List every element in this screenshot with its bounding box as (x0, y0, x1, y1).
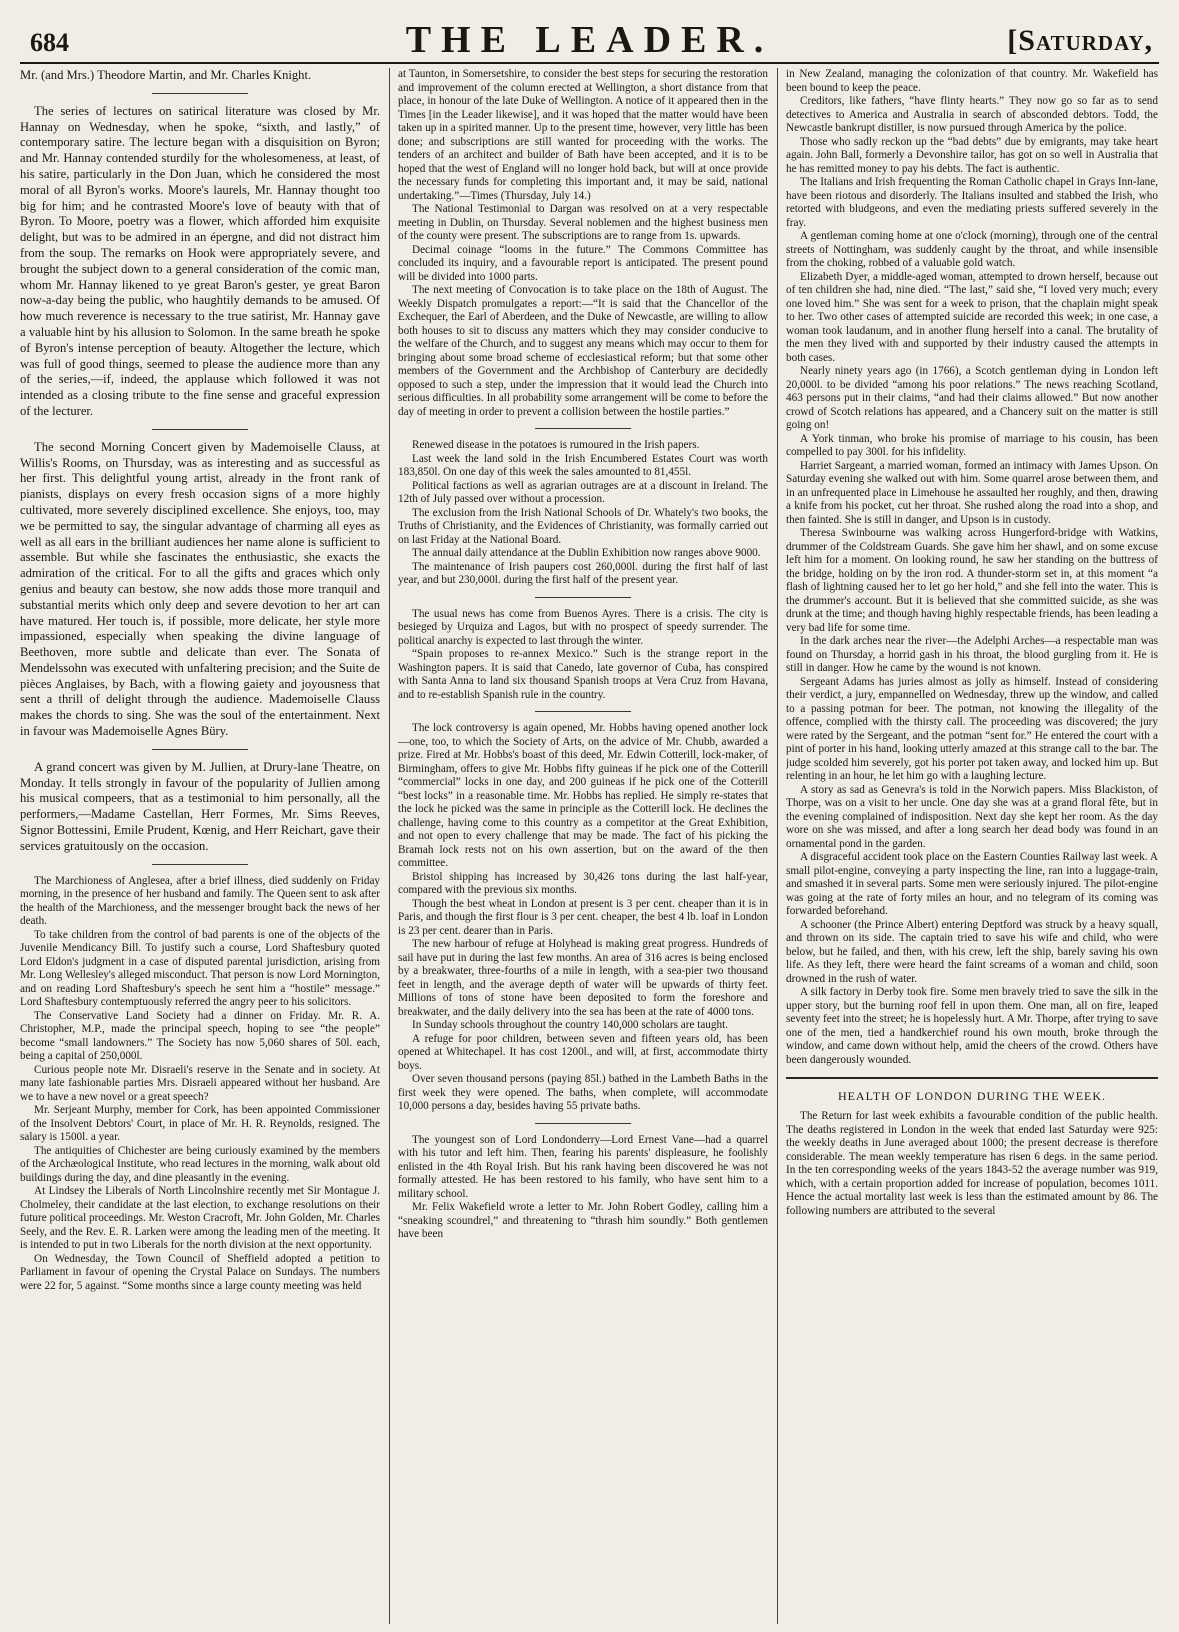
paragraph: The new harbour of refuge at Holyhead is making great progress. Hundreds of sail have put in during the last few months. An area of 316 acres is being enclosed by a breakwater, three-fourths of a mile in length, with a sea-pier two thousand feet in length, and the average depth of water will be upwards of thirty feet. Millions of tons of stone have been deposited to form the foreshore and breakwater, and the daily delivery into the sea has been at the rate of 4000 tons. (398, 938, 768, 1018)
paragraph: Though the best wheat in London at present is 3 per cent. cheaper than it is in Paris, and though the first flour is 3 per cent. cheaper, the best 4 lb. loaf in London is 23 per cent. dearer than in Paris. (398, 897, 768, 937)
column-2 (398, 68, 768, 1624)
paragraph: Elizabeth Dyer, a middle-aged woman, attempted to drown herself, because out of ten children she had, nine died. “The last,” said she, “I loved very much; every one loved him.” She was sent for a week to prison, that the chaplain might speak to her. Two other cases of attempted suicide are recorded this week; in one case, a woman took laudanum, and in another flung herself into a canal. The brutality of the men they lived with and supported by their industry caused the attempts in both cases. (786, 270, 1158, 364)
paragraph: Mr. Serjeant Murphy, member for Cork, has been appointed Commissioner of the Insolvent Debtors' Court, in place of Mr. H. R. Reynolds, resigned. The salary is 1500l. a year. (20, 1104, 380, 1144)
paragraph: in New Zealand, managing the colonization of that country. Mr. Wakefield has been bound to keep the peace. (786, 68, 1158, 94)
issue-day: [Saturday, (1007, 24, 1153, 57)
paragraph: Mr. Felix Wakefield wrote a letter to Mr. John Robert Godley, calling him a “sneaking scoundrel,” and threatening to “thrash him soundly.” Both gentlemen have been (398, 1201, 768, 1240)
paragraph: Those who sadly reckon up the “bad debts” due by emigrants, may take heart again. John Ball, formerly a Devonshire tailor, has got on so well in Australia that he has remitted money to pay his debts. The fact is authentic. (786, 135, 1158, 175)
paragraph: A gentleman coming home at one o'clock (morning), through one of the central streets of Nottingham, was suddenly caught by the throat, and while insensible from the choking, robbed of a valuable gold watch. (786, 230, 1158, 269)
column-3 (786, 68, 1158, 1624)
paragraph: Curious people note Mr. Disraeli's reserve in the Senate and in society. At many late fashionable parties Mrs. Disraeli appeared without her husband. Are we to have a new novel or a great speech? (20, 1063, 380, 1103)
paragraph: The series of lectures on satirical literature was closed by Mr. Hannay on Wednesday, when he spoke, “sixth, and lastly,” of contemporary satire. The lecture began with a disquisition on Byron; and Mr. Hannay contended sturdily for the wholesomeness, at least, of his satire, particularly in the Don Juan, which he considered the most moral of all Byron's works. Moore's laurels, Mr. Hannay thought too big for him; and he contrasted Moore's love of beauty with that of Byron. To Moore, poetry was a flower, which afforded him exquisite delight, but was to be admired in an épergne, and did not distract him from the soup. The remarks on Hook were appropriately severe, and brought the subject down to a general consideration of the comic man, whom Mr. Hannay likened to ye great Baron's gester, ye great Baron now-a-day being the public, who haughtily demands to be amused. Of how much reverence is necessary to the true satirist, Mr. Hannay gave a valuable hint by his allusion to Solomon. In the same breath he spoke of Byron's intense perception of beauty. Altogether the lecture, which was full of good things, seemed to please the audience more than any of the series,—if, indeed, the applause which followed it was not intended as a closing tribute to the fine sense and graceful expression of the lecturer. (20, 103, 380, 418)
separator-rule (535, 711, 631, 712)
section-rule (786, 1077, 1158, 1079)
paragraph: The Conservative Land Society had a dinner on Friday. Mr. R. A. Christopher, M.P., made the principal speech, hoping to see “the people” become “small landowners.” The Society has now 5,060 shares of 50l. each, being a capital of 250,000l. (20, 1009, 380, 1063)
paragraph: Decimal coinage “looms in the future.” The Commons Committee has concluded its inquiry, and a favourable report is anticipated. The present pound will be divided into 1000 parts. (398, 243, 768, 283)
paragraph: Over seven thousand persons (paying 85l.) bathed in the Lambeth Baths in the first week they were opened. The baths, when complete, will accommodate 10,000 persons a day, besides having 55 private baths. (398, 1073, 768, 1112)
paragraph: A York tinman, who broke his promise of marriage to his cousin, has been compelled to pay 300l. for his infidelity. (786, 432, 1158, 458)
paragraph: Political factions as well as agrarian outrages are at a discount in Ireland. The 12th of July passed over without a procession. (398, 479, 768, 505)
paragraph: A disgraceful accident took place on the Eastern Counties Railway last week. A small pilot-engine, conveying a party inspecting the line, ran into a luggage-train, and smashed it in several parts. Some men were seriously injured. The pilot-engine was going at the rate of forty miles an hour, and no telegram of its coming was forwarded beforehand. (786, 851, 1158, 917)
paragraph: A story as sad as Genevra's is told in the Norwich papers. Miss Blackiston, of Thorpe, was on a visit to her uncle. One day she was at a grand floral fête, but in the evening complained of indisposition. Next day she kept her room. As the day wore on she was missed, and after a long search her dead body was found in an ornamental pond in the garden. (786, 783, 1158, 850)
paragraph: The lock controversy is again opened, Mr. Hobbs having opened another lock—one, too, to which the Society of Arts, on the advice of Mr. Chubb, awarded a prize. Fired at Mr. Hobbs's boast of this deed, Mr. Edwin Cotterill, lock-maker, of Birmingham, offers to give Mr. Hobbs fifty guineas if he pick one of the Cotterill “commercial” locks in one day, and 200 guineas if he pick one of the Cotterill “best locks” in a reasonable time. Mr. Hobbs has replied. He simply re-states that the lock he picked was the same in principle as the Cotterill lock. He declines the challenge, having come to this country as a competitor at the Great Exhibition, and not open to every challenge that may be made. The fact of his picking the Bramah lock rests not on his own assertion, but on the award of the then committee. (398, 722, 768, 869)
paragraph: Mr. (and Mrs.) Theodore Martin, and Mr. Charles Knight. (20, 68, 312, 82)
paragraph: The second Morning Concert given by Mademoiselle Clauss, at Willis's Rooms, on Thursday, was as interesting and as successful as her first. This delightful young artist, already in the front rank of pianists, displays on every fresh occasion signs of a more highly cultivated, more severely disciplined excellence. She enjoys, too, may we be permitted to say, the singular advantage of charming all eyes as well as all ears in the brilliant audiences her name alone is sufficient to assemble. But while she fascinates the enthusiastic, she exacts the admiration of the critical. For to all the gifts and graces which only genius and beauty can bestow, she now adds those more tranquil and substantial merits which only deep and severe devotion to her art can have matured. Her touch is, if possible, more delicate, her style more impassioned, especially when speaking the divine language of Beethoven, more subtle and delicate than ever. The Sonata of Mendelssohn was executed with unfaltering precision; and the Suite de pièces Anglaises, by Bach, with a flowing gaiety and joyousness that sent a thrill of delight through the audience. Mademoiselle Clauss makes the chords to sing. She was the soul of the entertainment. Next in favour was Mademoiselle Agnes Büry. (20, 439, 380, 739)
paragraph: In the dark arches near the river—the Adelphi Arches—a respectable man was found on Thursday, a horrid gash in his throat, the blood gurgling from it. He is still in danger. How he came by the wound is not known. (786, 635, 1158, 674)
paragraph: At Lindsey the Liberals of North Lincolnshire recently met Sir Montague J. Cholmeley, their candidate at the last election, to exchange resolutions on their future political proceedings. Mr. Weston Cracroft, Mr. John Golden, Mr. Charles Seely, and the Rev. E. R. Larken were among the leading men of the meeting. It is intended to put in two Liberals for the north division at the next opportunity. (20, 1185, 380, 1252)
paragraph: The Return for last week exhibits a favourable condition of the public health. The deaths registered in London in the week that ended last Saturday were 925: the weekly deaths in June averaged about 1000; the present decrease is therefore considerable. The mean weekly temperature has risen 6 degs. in the same period. In the ten corresponding weeks of the years 1843-52 the average number was 919, which, with a certain proportion added for increase of population, becomes 1011. Hence the actual mortality last week is less than the estimated amount by 86. The following numbers are attributed to the several (786, 1110, 1158, 1217)
paragraph: Theresa Swinbourne was walking across Hungerford-bridge with Watkins, drummer of the Coldstream Guards. She gave him her shawl, and on some excuse left him for a moment. On looking round, he saw her standing on the buttress of the bridge, holding on by the iron rod. A thunder-storm set in, at this moment “a flash of lightning caused her to let go her hold,” and she fell into the water. This is the drummer's account. But it is believed that she committed suicide, as she was drunk at the time; and though having highly respectable friends, has been leading a very bad life for some time. (786, 527, 1158, 634)
paragraph: The maintenance of Irish paupers cost 260,000l. during the first half of last year, and but 230,000l. during the first half of the present year. (398, 560, 768, 586)
paragraph: at Taunton, in Somersetshire, to consider the best steps for securing the restoration and improvement of the column erected at Wellington, a short distance from that place, in honour of the late Duke of Wellington. A notice of it appeared then in the Times [in the Leader likewise], and it was hoped that the matter would have been taken up in a spirited manner. Up to the present time, however, very little has been done; and subscriptions are still wanted for proceeding with the works. The tenders of an architect and builder of Bath have been accepted, and it is to be hoped that the west of England will no longer hold back, but will at once provide the necessary funds for completing this important and, it may be said, national undertaking.”—Times (Thursday, July 14.) (398, 68, 768, 202)
paragraph: The exclusion from the Irish National Schools of Dr. Whately's two books, the Truths of Christianity, and the Evidences of Christianity, was formally carried out on last Friday at the National Board. (398, 506, 768, 546)
paragraph: Sergeant Adams has juries almost as jolly as himself. Instead of considering their verdict, a jury, empannelled on Wednesday, threw up the window, and called to a passing potman for beer. The potman, not knowing the illegality of the offence, complied with the thirsty call. The proceeding was discovered; the jury were rated by the Sergeant, and the potman “sent for.” He entered the court with a pint of porter in his hand, looking utterly amazed at this strange call to the bar. The judge scolded him severely, got his porter pot taken away, and locked him up. But relenting in an hour, he let him go with a laughing lecture. (786, 675, 1158, 782)
separator-rule (152, 749, 248, 750)
column-rule (777, 68, 778, 1624)
section-heading: HEALTH OF LONDON DURING THE WEEK. (837, 1089, 1107, 1103)
article-columns (20, 68, 1159, 1624)
paragraph: The usual news has come from Buenos Ayres. There is a crisis. The city is besieged by Urquiza and Lagos, but with no prospect of speedy surrender. The political anarchy is expected to last through the winter. (398, 607, 768, 647)
separator-rule (152, 429, 248, 430)
paragraph: A refuge for poor children, between seven and fifteen years old, has been opened at Whitechapel. It has cost 1200l., and will, at first, accommodate thirty boys. (398, 1032, 768, 1072)
separator-rule (535, 597, 631, 598)
paragraph: The annual daily attendance at the Dublin Exhibition now ranges above 9000. (412, 547, 761, 559)
paragraph: The next meeting of Convocation is to take place on the 18th of August. The Weekly Dispatch promulgates a report:—“It is said that the Chancellor of the Exchequer, the Earl of Aberdeen, and the Duke of Newcastle, are willing to allow both houses to sit to discuss any matters which they may consider conducive to the welfare of the Church, and to suggest any means which may occur to them for bringing about some broad scheme of ecclesiastical reform; but that some other members of the Government and the Archbishop of Canterbury are decidedly opposed to such a step, under the impression that it would lead the Church into serious difficulties. In all probability some arrangement will be come to before the day of meeting in order to prevent a collision between the hostile parties.” (398, 284, 768, 418)
column-rule (389, 68, 390, 1624)
paragraph: Creditors, like fathers, “have flinty hearts.” They now go so far as to send detectives to America and Australia in search of absconded debtors. Todd, the Newcastle bankrupt distiller, is now pursued through America by the police. (786, 95, 1158, 134)
paragraph: A grand concert was given by M. Jullien, at Drury-lane Theatre, on Monday. It tells strongly in favour of the popularity of Jullien among his musical compeers, that as a testimonial to him personally, all the performers,—Madame Castellan, Herr Formes, Mr. Sims Reeves, Signor Bottessini, Emile Prudent, Kœnig, and Herr Reichart, gave their services gratuitously on the occasion. (20, 759, 380, 853)
paragraph: The National Testimonial to Dargan was resolved on at a very respectable meeting in Dublin, on Thursday. Several noblemen and the highest business men of the county were present. The subscriptions are to range from 1s. upwards. (398, 203, 768, 242)
paragraph: The youngest son of Lord Londonderry—Lord Ernest Vane—had a quarrel with his tutor and left him. Then, fearing his parents' displeasure, he foolishly enlisted in the 4th Royal Irish. But his rank having been discovered he was not formally attested. He has been restored to his family, who have sent him to a military school. (398, 1133, 768, 1200)
masthead (20, 10, 1159, 64)
separator-rule (535, 1123, 631, 1124)
separator-rule (535, 428, 631, 429)
newspaper-title: THE LEADER. (405, 19, 774, 61)
paragraph: Last week the land sold in the Irish Encumbered Estates Court was worth 183,850l. On one day of this week the sales amounted to 81,455l. (398, 452, 768, 478)
paragraph: On Wednesday, the Town Council of Sheffield adopted a petition to Parliament in favour of opening the Crystal Palace on Sundays. The numbers were 22 for, 5 against. “Some months since a large county meeting was held (20, 1252, 380, 1292)
paragraph: Renewed disease in the potatoes is rumoured in the Irish papers. (412, 439, 700, 451)
paragraph: A silk factory in Derby took fire. Some men bravely tried to save the silk in the upper story, but the burning roof fell in upon them. One man, all on fire, leaped seventy feet into the street; he is hopelessly hurt. A Mr. Thorpe, after trying to save one of the men, tied a handkerchief round his own mouth, broke through the window, and came down without help, amid the cheers of the crowd. Others have been dangerously wounded. (786, 986, 1158, 1066)
paragraph: In Sunday schools throughout the country 140,000 scholars are taught. (412, 1019, 728, 1031)
paragraph: To take children from the control of bad parents is one of the objects of the Juvenile Mendicancy Bill. To justify such a course, Lord Shaftesbury quoted Lord Eldon's judgment in a case of disputed parental jurisdiction, arising from Mr. Long Wellesley's alleged misconduct. That person is now Lord Mornington, and on reading Lord Shaftesbury's speech he sent him a “hostile” message.” Lord Shaftesbury contemptuously referred the angry peer to his solicitors. (20, 928, 380, 1009)
paragraph: “Spain proposes to re-annex Mexico.” Such is the strange report in the Washington papers. It is said that Canedo, late governor of Cuba, has conspired with Santa Anna to land six thousand Spanish troops at Vera Cruz from Havana, and to re-establish Spanish rule in the country. (398, 648, 768, 701)
paragraph: Harriet Sargeant, a married woman, formed an intimacy with James Upson. On Saturday evening she walked out with him. Some quarrel arose between them, and in an unfrequented place in Limehouse he assaulted her roughly, and then, drawing a knife from his pocket, cut her throat. She rushed along the road into a shop, and then fainted. She is still in danger, and Upson is in custody. (786, 459, 1158, 526)
paragraph: The Marchioness of Anglesea, after a brief illness, died suddenly on Friday morning, in the presence of her husband and family. The Queen sent to ask after the health of the Marchioness, and the messenger brought back the news of her death. (20, 874, 380, 928)
paragraph: The antiquities of Chichester are being curiously examined by the members of the Archæological Institute, who read lectures in the morning, walk about old buildings during the day, and dine pleasantly in the evening. (20, 1144, 380, 1184)
page-number: 684 (30, 28, 69, 57)
paragraph: A schooner (the Prince Albert) entering Deptford was struck by a heavy squall, and thrown on its side. The captain tried to save his wife and child, who were below, but he failed, and then, with his crew, left the ship, barely saving his own life. As they left, there were heard the faint screams of a woman and child, soon drowned in the rush of water. (786, 918, 1158, 985)
separator-rule (152, 864, 248, 865)
column-1 (20, 68, 380, 1624)
paragraph: Nearly ninety years ago (in 1766), a Scotch gentleman dying in London left 20,000l. to be divided “among his poor relations.” The news reaching Scotland, 463 persons put in their claims, “and had their claims allowed.” But now another crowd of Scotch relations has appeared, and a Chancery suit on the matter is still going on! (786, 365, 1158, 431)
paragraph: The Italians and Irish frequenting the Roman Catholic chapel in Grays Inn-lane, have been riotous and disorderly. The Italians insulted and stabbed the Irish, who retorted with bludgeons, and even the mediating priests suffered severely in the fray. (786, 176, 1158, 229)
separator-rule (152, 93, 248, 94)
paragraph: Bristol shipping has increased by 30,426 tons during the last half-year, compared with the previous six months. (398, 870, 768, 896)
